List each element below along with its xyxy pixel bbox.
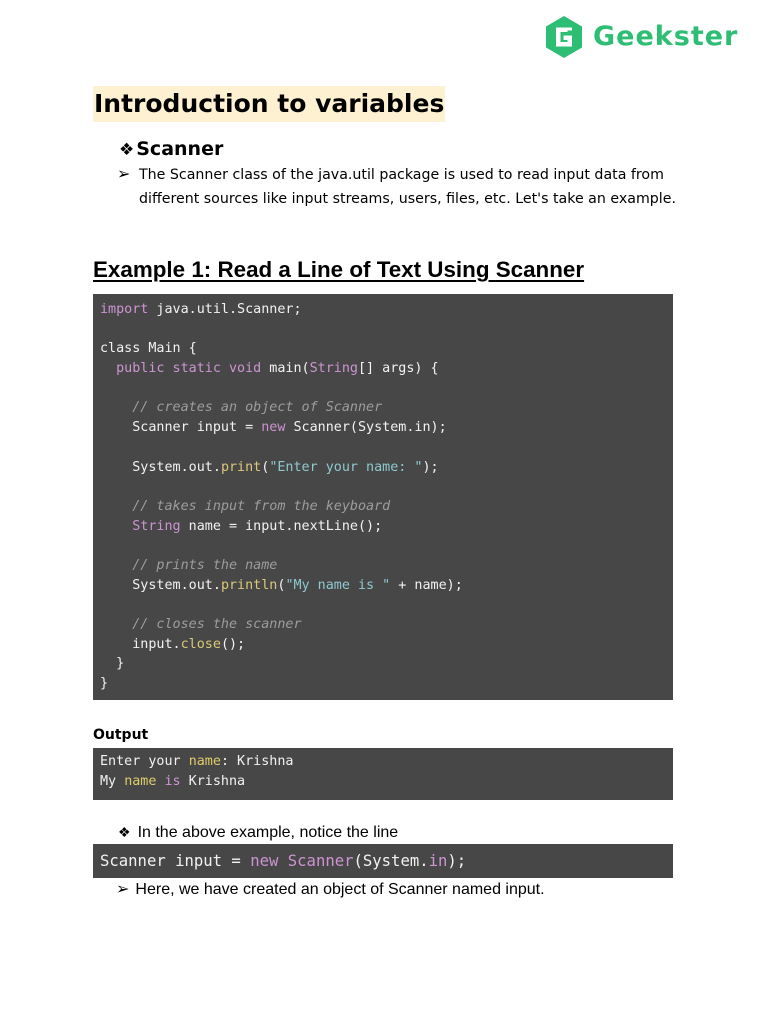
diamond-bullet-icon: ❖ <box>119 140 135 160</box>
brand-logo <box>544 15 738 59</box>
inline-code-block <box>93 844 673 878</box>
code-line: System.out.print("Enter your name: "); <box>100 459 439 475</box>
code-line: public static void main(String[] args) { <box>116 361 439 377</box>
code-line: Scanner input = new Scanner(System.in); <box>100 852 467 870</box>
note-text: In the above example, notice the line <box>137 824 399 841</box>
code-block <box>93 294 673 700</box>
note <box>118 821 398 844</box>
output-line: My name is Krishna <box>100 774 246 789</box>
code-line: System.out.println("My name is " + name); <box>100 577 463 593</box>
code-comment: // prints the name <box>100 557 278 573</box>
code-line: } <box>100 676 109 692</box>
diamond-bullet-icon: ❖ <box>118 824 131 840</box>
arrow-bullet-icon: ➢ <box>117 166 131 183</box>
section-paragraph: The Scanner class of the java.util package is used to read input data from different sources like input streams, users, files, etc. Let's take an example. <box>139 167 676 207</box>
code-comment: // takes input from the keyboard <box>100 498 391 514</box>
code-line: import java.util.Scanner; <box>100 302 302 317</box>
output-line: Enter your name: Krishna <box>100 754 294 769</box>
section-heading <box>119 137 223 162</box>
final-note-text: Here, we have created an object of Scanner named input. <box>135 881 545 898</box>
code-line: class Main { <box>100 341 197 357</box>
section-heading-text: Scanner <box>136 138 224 160</box>
code-line-blank <box>100 536 666 556</box>
code-comment: // creates an object of Scanner <box>100 400 383 416</box>
code-line: Scanner input = new Scanner(System.in); <box>100 420 447 436</box>
code-line: } <box>100 656 125 672</box>
final-note <box>116 878 545 902</box>
code-line-blank <box>100 438 666 458</box>
geekster-logo-icon <box>544 15 584 59</box>
arrow-bullet-icon: ➢ <box>116 881 130 898</box>
code-line-blank <box>100 595 666 615</box>
example-title: Example 1: Read a Line of Text Using Scanner <box>93 257 585 282</box>
brand-name: Geekster <box>593 21 739 52</box>
code-line-blank <box>100 320 666 340</box>
code-line: input.close(); <box>100 636 246 652</box>
page-title: Introduction to variables <box>93 86 445 122</box>
code-line-blank <box>100 379 666 399</box>
code-line-blank <box>100 477 666 497</box>
code-comment: // closes the scanner <box>100 617 302 632</box>
code-line: String name = input.nextLine(); <box>132 518 383 534</box>
output-label: Output <box>93 727 149 743</box>
output-block <box>93 748 673 800</box>
